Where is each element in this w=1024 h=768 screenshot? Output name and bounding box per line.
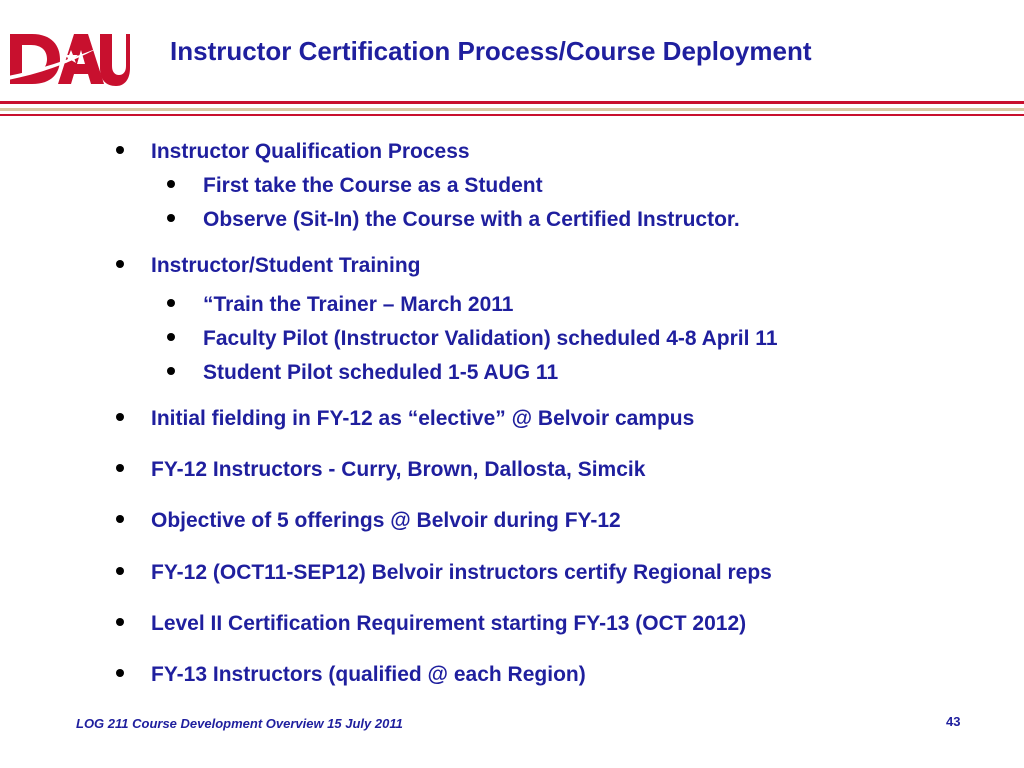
bullet-fy12-certify-regional: FY-12 (OCT11-SEP12) Belvoir instructors certify Regional reps xyxy=(151,561,772,584)
sub-bullet-icon xyxy=(167,180,175,188)
page-title: Instructor Certification Process/Course Deployment xyxy=(170,36,812,66)
bullet-icon xyxy=(116,567,124,575)
bullet-level-ii-requirement: Level II Certification Requirement starting FY-13 (OCT 2012) xyxy=(151,612,747,635)
bullet-icon xyxy=(116,260,124,268)
bullet-icon xyxy=(116,413,124,421)
bullet-instructor-qualification: Instructor Qualification Process xyxy=(151,140,470,163)
bullet-fy13-instructors: FY-13 Instructors (qualified @ each Region) xyxy=(151,663,586,686)
sub-bullet-faculty-pilot: Faculty Pilot (Instructor Validation) scheduled 4-8 April 11 xyxy=(203,327,778,350)
page-number: 43 xyxy=(946,714,961,729)
bullet-initial-fielding: Initial fielding in FY-12 as “elective” @ Belvoir campus xyxy=(151,407,695,430)
sub-bullet-icon xyxy=(167,333,175,341)
bullet-instructor-student-training: Instructor/Student Training xyxy=(151,254,421,277)
bullet-objective-offerings: Objective of 5 offerings @ Belvoir during FY-12 xyxy=(151,509,621,532)
bullet-icon xyxy=(116,146,124,154)
footer-text: LOG 211 Course Development Overview 15 July 2011 xyxy=(76,716,403,731)
sub-bullet-icon xyxy=(167,367,175,375)
sub-bullet-icon xyxy=(167,214,175,222)
sub-bullet-observe-course: Observe (Sit-In) the Course with a Certified Instructor. xyxy=(203,208,740,231)
bullet-icon xyxy=(116,464,124,472)
sub-bullet-take-course: First take the Course as a Student xyxy=(203,174,543,197)
bullet-icon xyxy=(116,618,124,626)
bullet-icon xyxy=(116,669,124,677)
bullet-fy12-instructors: FY-12 Instructors - Curry, Brown, Dallosta, Simcik xyxy=(151,458,646,481)
sub-bullet-icon xyxy=(167,299,175,307)
sub-bullet-train-the-trainer: “Train the Trainer – March 2011 xyxy=(203,293,514,316)
bullet-icon xyxy=(116,515,124,523)
sub-bullet-student-pilot: Student Pilot scheduled 1-5 AUG 11 xyxy=(203,361,559,384)
